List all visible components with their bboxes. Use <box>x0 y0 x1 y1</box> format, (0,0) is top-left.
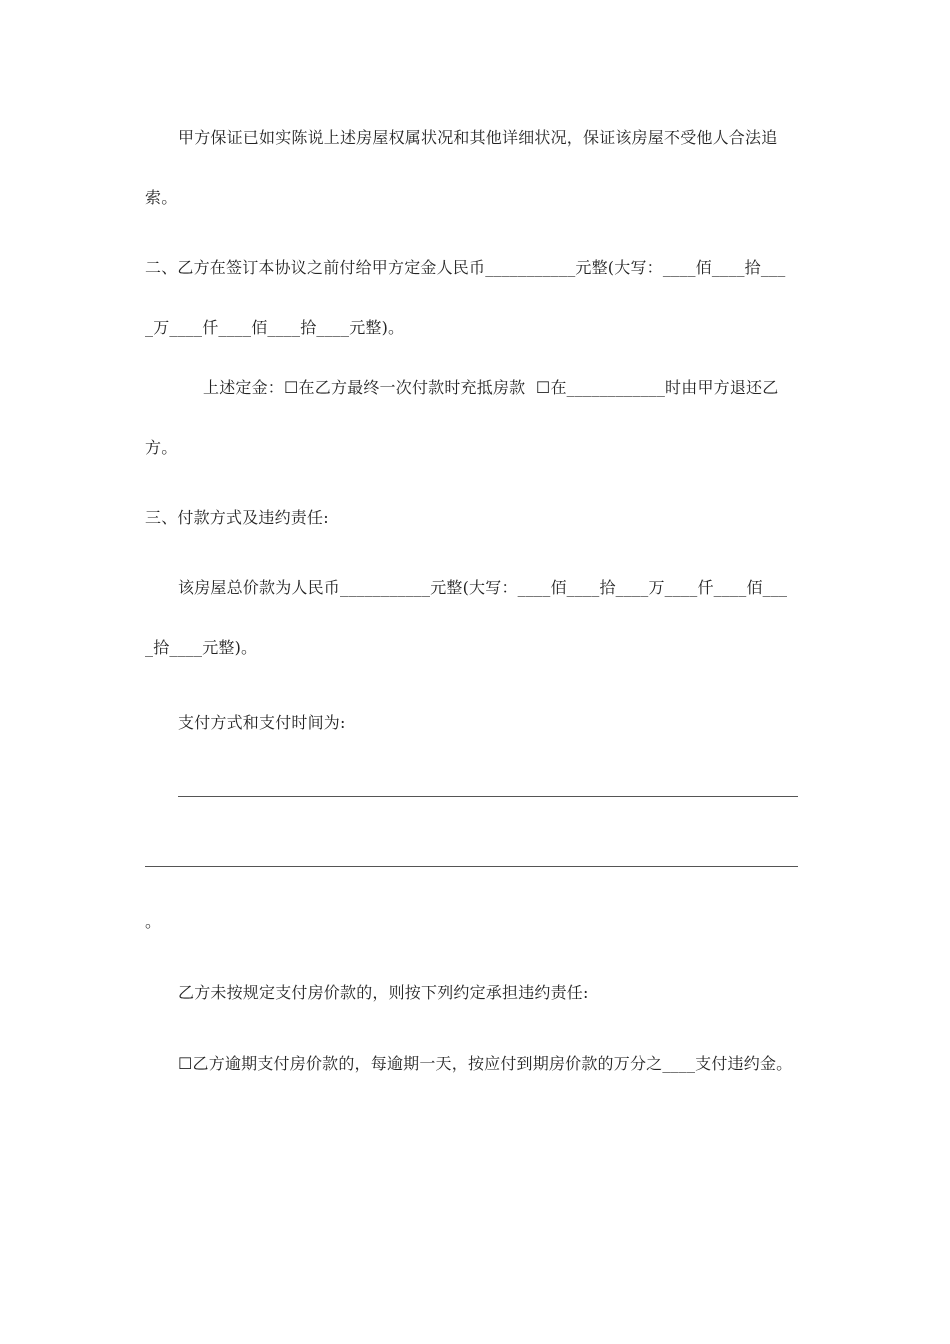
paragraph-guarantee: 甲方保证已如实陈说上述房屋权属状况和其他详细状况，保证该房屋不受他人合法追 <box>178 128 778 147</box>
total-price: 该房屋总价款为人民币___________元整(大写：____佰____拾____万____仟____佰___ <box>178 578 788 597</box>
deposit-options-cont: 方。 <box>145 438 178 457</box>
payment-method-blank-line-1 <box>178 796 798 797</box>
clause-3-heading: 三、付款方式及违约责任: <box>145 508 329 527</box>
clause-2-deposit-cont: _万____仟____佰____拾____元整)。 <box>145 318 405 337</box>
breach-intro: 乙方未按规定支付房价款的，则按下列约定承担违约责任: <box>178 983 589 1002</box>
breach-late-payment: ☐乙方逾期支付房价款的，每逾期一天，按应付到期房价款的万分之____支付违约金。 <box>178 1054 793 1073</box>
payment-method-label: 支付方式和支付时间为: <box>178 713 346 732</box>
payment-method-end: 。 <box>145 912 162 931</box>
total-price-cont: _拾____元整)。 <box>145 638 258 657</box>
clause-2-deposit: 二、乙方在签订本协议之前付给甲方定金人民币___________元整(大写：____佰____拾___ <box>145 258 786 277</box>
paragraph-guarantee-cont: 索。 <box>145 188 178 207</box>
deposit-options: 上述定金：☐在乙方最终一次付款时充抵房款 ☐在____________时由甲方退还乙 <box>203 378 779 397</box>
payment-method-blank-line-2 <box>145 866 798 867</box>
